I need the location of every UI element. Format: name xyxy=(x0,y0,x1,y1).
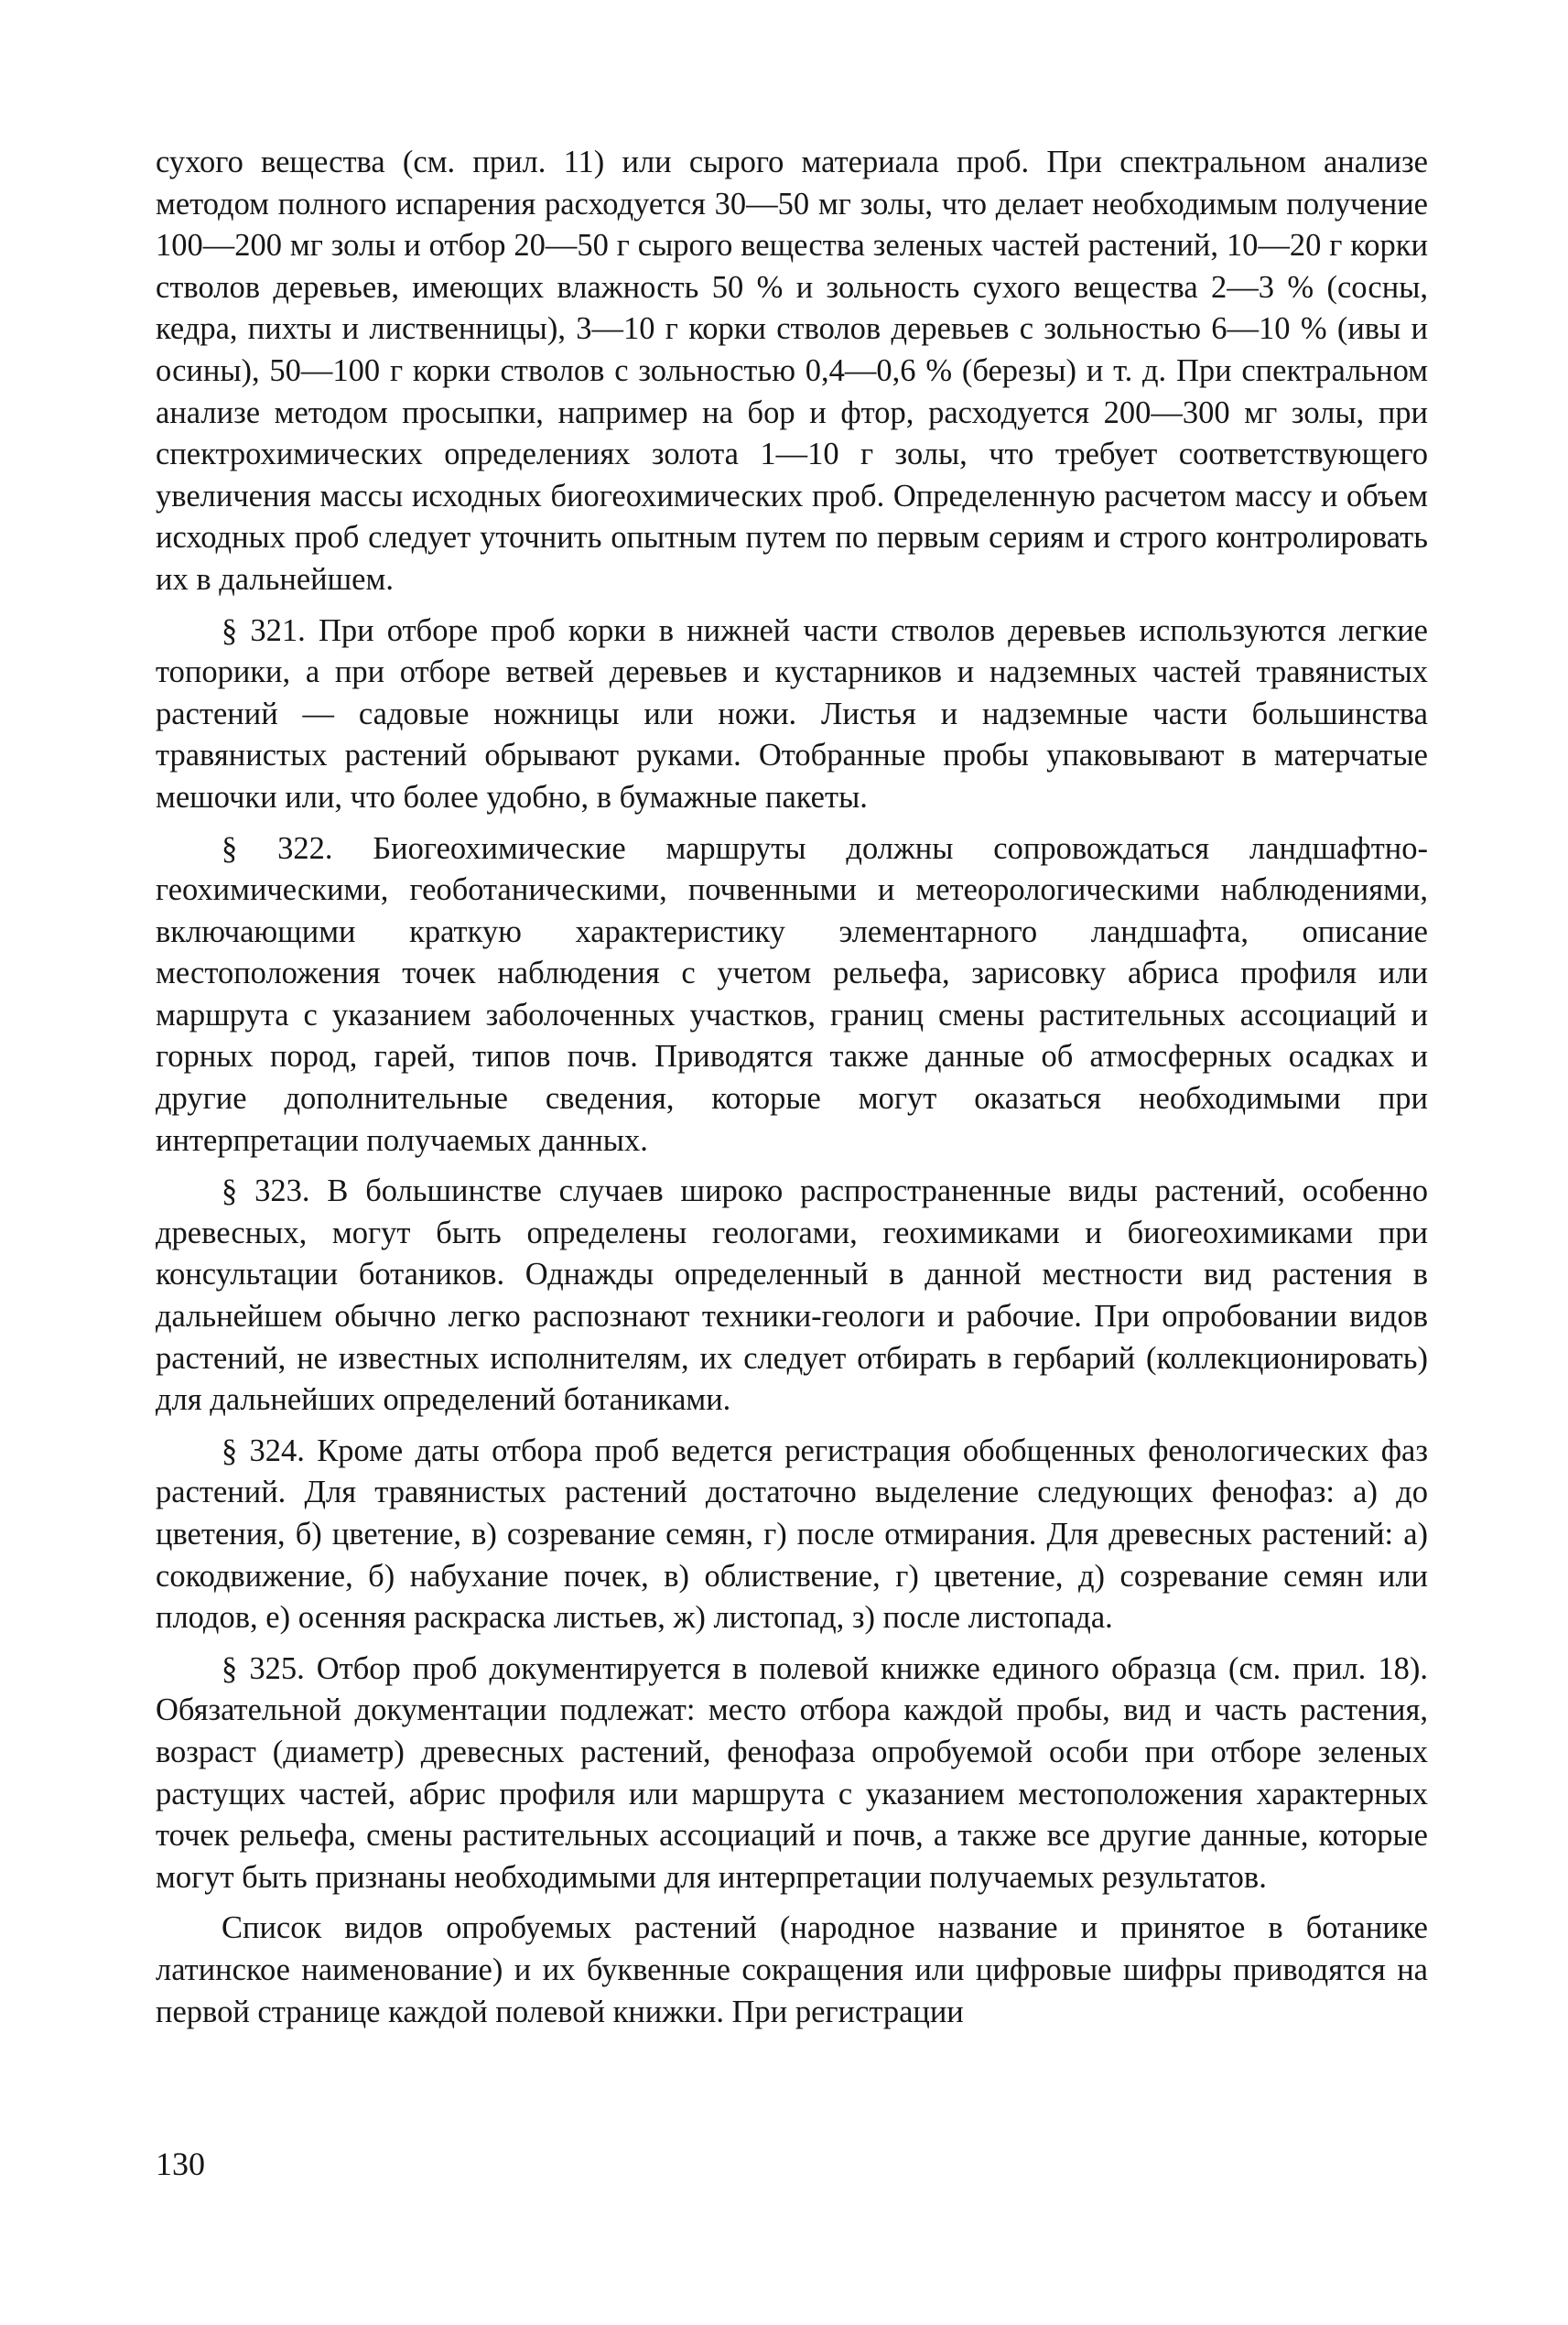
page-number: 130 xyxy=(156,2146,205,2182)
paragraph-section-324: § 324. Кроме даты отбора проб ведется регистрация обобщенных фенологических фаз растений. Для травянистых растений достаточно выделение следующих фенофаз: а) до цветения, б) цветение, в) созревание семян, г) после отмирания. Для древесных растений: а) сокодвижение, б) набухание почек, в) облиствение, г) цветение, д) созревание семян или плодов, е) осенняя раскраска листьев, ж) листопад, з) после листопада. xyxy=(156,1433,1428,1636)
paragraph-section-323: § 323. В большинстве случаев широко распространенные виды растений, особенно древесных, могут быть определены геологами, геохимиками и биогеохимиками при консультации ботаников. Однажды определенный в данной местности вид растения в дальнейшем обычно легко распознают техники-геологи и рабочие. При опробовании видов растений, не известных исполнителям, их следует отбирать в гербарий (коллекционировать) для дальнейших определений ботаниками. xyxy=(156,1173,1428,1418)
paragraph-section-321: § 321. При отборе проб корки в нижней части стволов деревьев используются легкие топорики, а при отборе ветвей деревьев и кустарников и надземных частей травянистых растений — садовые ножницы или ножи. Листья и надземные части большинства травянистых растений обрывают руками. Отобранные пробы упаковывают в матерчатые мешочки или, что более удобно, в бумажные пакеты. xyxy=(156,612,1428,815)
paragraph-continuation: сухого вещества (см. прил. 11) или сырого материала проб. При спектральном анализе методом полного испарения расходуется 30—50 мг золы, что делает необходимым получение 100—200 мг золы и отбор 20—50 г сырого вещества зеленых частей растений, 10—20 г корки стволов деревьев, имеющих влажность 50 % и зольность сухого вещества 2—3 % (сосны, кедра, пихты и лиственницы), 3—10 г корки стволов деревьев с зольностью 6—10 % (ивы и осины), 50—100 г корки стволов с зольностью 0,4—0,6 % (березы) и т. д. При спектральном анализе методом просыпки, например на бор и фтор, расходуется 200—300 мг золы, при спектрохимических определениях золота 1—10 г золы, что требует соответствующего увеличения массы исходных биогеохимических проб. Определенную расчетом массу и объем исходных проб следует уточнить опытным путем по первым сериям и строго контролировать их в дальнейшем. xyxy=(156,145,1428,597)
paragraph-section-322: § 322. Биогеохимические маршруты должны сопровождаться ландшафтно-геохимическими, геоботаническими, почвенными и метеорологическими наблюдениями, включающими краткую характеристику элементарного ландшафта, описание местоположения точек наблюдения с учетом рельефа, зарисовку абриса профиля или маршрута с указанием заболоченных участков, границ смены растительных ассоциаций и горных пород, гарей, типов почв. Приводятся также данные об атмосферных осадках и другие дополнительные сведения, которые могут оказаться необходимыми при интерпретации получаемых данных. xyxy=(156,830,1428,1158)
paragraph-species-list: Список видов опробуемых растений (народное название и принятое в ботанике латинское наименование) и их буквенные сокращения или цифровые шифры приводятся на первой странице каждой полевой книжки. При регистрации xyxy=(156,1910,1428,2029)
page-body xyxy=(156,142,1428,2033)
paragraph-section-325: § 325. Отбор проб документируется в полевой книжке единого образца (см. прил. 18). Обязательной документации подлежат: место отбора каждой пробы, вид и часть растения, возраст (диаметр) древесных растений, фенофаза опробуемой особи при отборе зеленых растущих частей, абрис профиля или маршрута с указанием местоположения характерных точек рельефа, смены растительных ассоциаций и почв, а также все другие данные, которые могут быть признаны необходимыми для интерпретации получаемых результатов. xyxy=(156,1650,1428,1895)
